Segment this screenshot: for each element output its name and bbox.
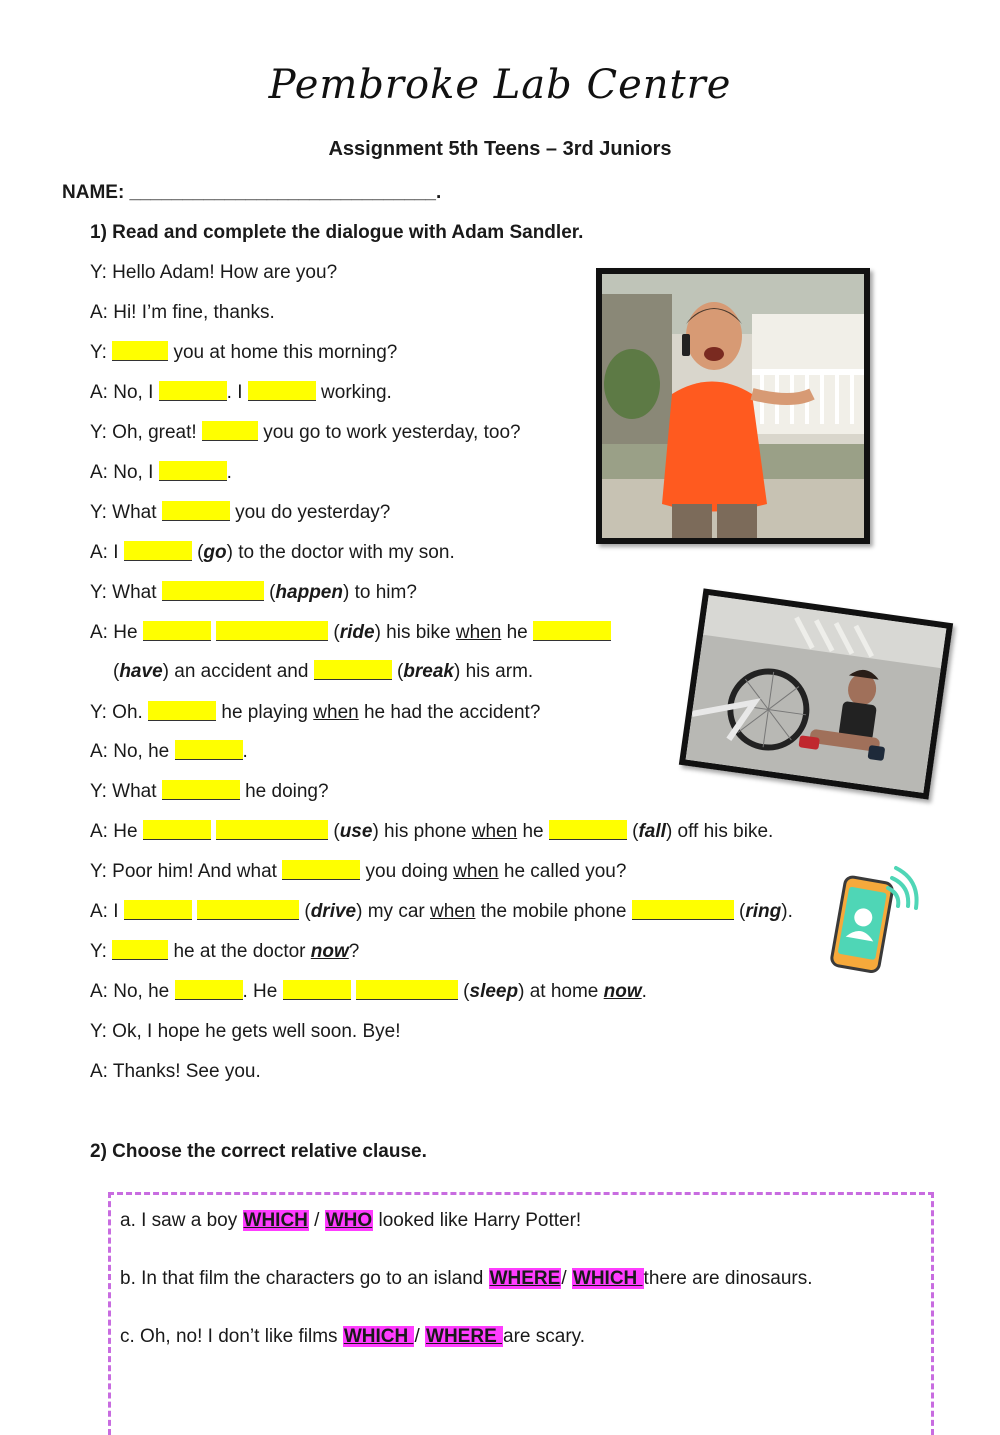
dialogue-line-15: A: He (use) his phone when he (fall) off his bike. xyxy=(90,821,774,842)
question-a: a. I saw a boy WHICH / WHO looked like Harry Potter! xyxy=(120,1210,582,1231)
question-c: c. Oh, no! I don’t like films WHICH / WHERE are scary. xyxy=(120,1326,586,1347)
blank-input[interactable] xyxy=(314,660,392,680)
dialogue-line-19: A: No, he . He (sleep) at home now. xyxy=(90,981,647,1002)
section1-heading: 1) Read and complete the dialogue with Adam Sandler. xyxy=(90,222,584,243)
blank-input[interactable] xyxy=(112,341,168,361)
dialogue-line-20: Y: Ok, I hope he gets well soon. Bye! xyxy=(90,1021,401,1042)
blank-input[interactable] xyxy=(216,621,328,641)
dialogue-line-7: Y: What you do yesterday? xyxy=(90,502,391,523)
blank-input[interactable] xyxy=(549,820,627,840)
adam-sandler-photo xyxy=(596,268,870,544)
dialogue-line-4: A: No, I . I working. xyxy=(90,382,392,403)
name-field[interactable]: NAME: _____________________________. xyxy=(62,182,442,203)
blank-input[interactable] xyxy=(216,820,328,840)
blank-input[interactable] xyxy=(162,581,264,601)
blank-input[interactable] xyxy=(159,461,227,481)
ringing-phone-icon xyxy=(826,860,921,980)
option-who[interactable]: WHO xyxy=(325,1210,373,1231)
blank-input[interactable] xyxy=(197,900,299,920)
blank-input[interactable] xyxy=(124,541,192,561)
blank-input[interactable] xyxy=(175,740,243,760)
dialogue-line-2: A: Hi! I’m fine, thanks. xyxy=(90,302,275,323)
blank-input[interactable] xyxy=(112,940,168,960)
dialogue-line-8: A: I (go) to the doctor with my son. xyxy=(90,542,455,563)
dialogue-line-21: A: Thanks! See you. xyxy=(90,1061,261,1082)
dialogue-line-6: A: No, I . xyxy=(90,462,232,483)
dialogue-line-14: Y: What he doing? xyxy=(90,781,329,802)
dialogue-line-16: Y: Poor him! And what you doing when he called you? xyxy=(90,861,627,882)
blank-input[interactable] xyxy=(143,820,211,840)
blank-input[interactable] xyxy=(356,980,458,1000)
blank-input[interactable] xyxy=(159,381,227,401)
option-where[interactable]: WHERE xyxy=(489,1268,561,1289)
dialogue-line-10: A: He (ride) his bike when he xyxy=(90,620,611,646)
blank-input[interactable] xyxy=(162,501,230,521)
option-which[interactable]: WHICH xyxy=(243,1210,308,1231)
dialogue-line-18: Y: he at the doctor now? xyxy=(90,941,360,962)
blank-input[interactable] xyxy=(143,621,211,641)
question-b: b. In that film the characters go to an island WHERE/ WHICH there are dinosaurs. xyxy=(120,1268,813,1289)
assignment-subtitle: Assignment 5th Teens – 3rd Juniors xyxy=(328,138,672,160)
boy-bike-accident-photo xyxy=(679,588,953,799)
dialogue-line-12: Y: Oh. he playing when he had the accident? xyxy=(90,702,541,723)
dialogue-line-13: A: No, he . xyxy=(90,741,248,762)
blank-input[interactable] xyxy=(283,980,351,1000)
page-title: Pembroke Lab Centre xyxy=(268,62,732,108)
blank-input[interactable] xyxy=(632,900,734,920)
blank-input[interactable] xyxy=(533,621,611,641)
blank-input[interactable] xyxy=(282,860,360,880)
dialogue-line-3: Y: you at home this morning? xyxy=(90,342,398,363)
blank-input[interactable] xyxy=(175,980,243,1000)
dialogue-line-9: Y: What (happen) to him? xyxy=(90,582,417,603)
section2-heading: 2) Choose the correct relative clause. xyxy=(90,1141,427,1162)
blank-input[interactable] xyxy=(124,900,192,920)
option-where[interactable]: WHERE xyxy=(426,1326,503,1347)
blank-input[interactable] xyxy=(248,381,316,401)
dialogue-line-1: Y: Hello Adam! How are you? xyxy=(90,262,338,283)
dialogue-line-17: A: I (drive) my car when the mobile phone (ring). xyxy=(90,901,793,922)
blank-input[interactable] xyxy=(202,421,258,441)
dialogue-line-11: (have) an accident and (break) his arm. xyxy=(113,661,534,682)
option-which[interactable]: WHICH xyxy=(343,1326,414,1347)
option-which[interactable]: WHICH xyxy=(572,1268,643,1289)
blank-input[interactable] xyxy=(162,780,240,800)
dialogue-line-5: Y: Oh, great! you go to work yesterday, too? xyxy=(90,422,521,443)
blank-input[interactable] xyxy=(148,701,216,721)
